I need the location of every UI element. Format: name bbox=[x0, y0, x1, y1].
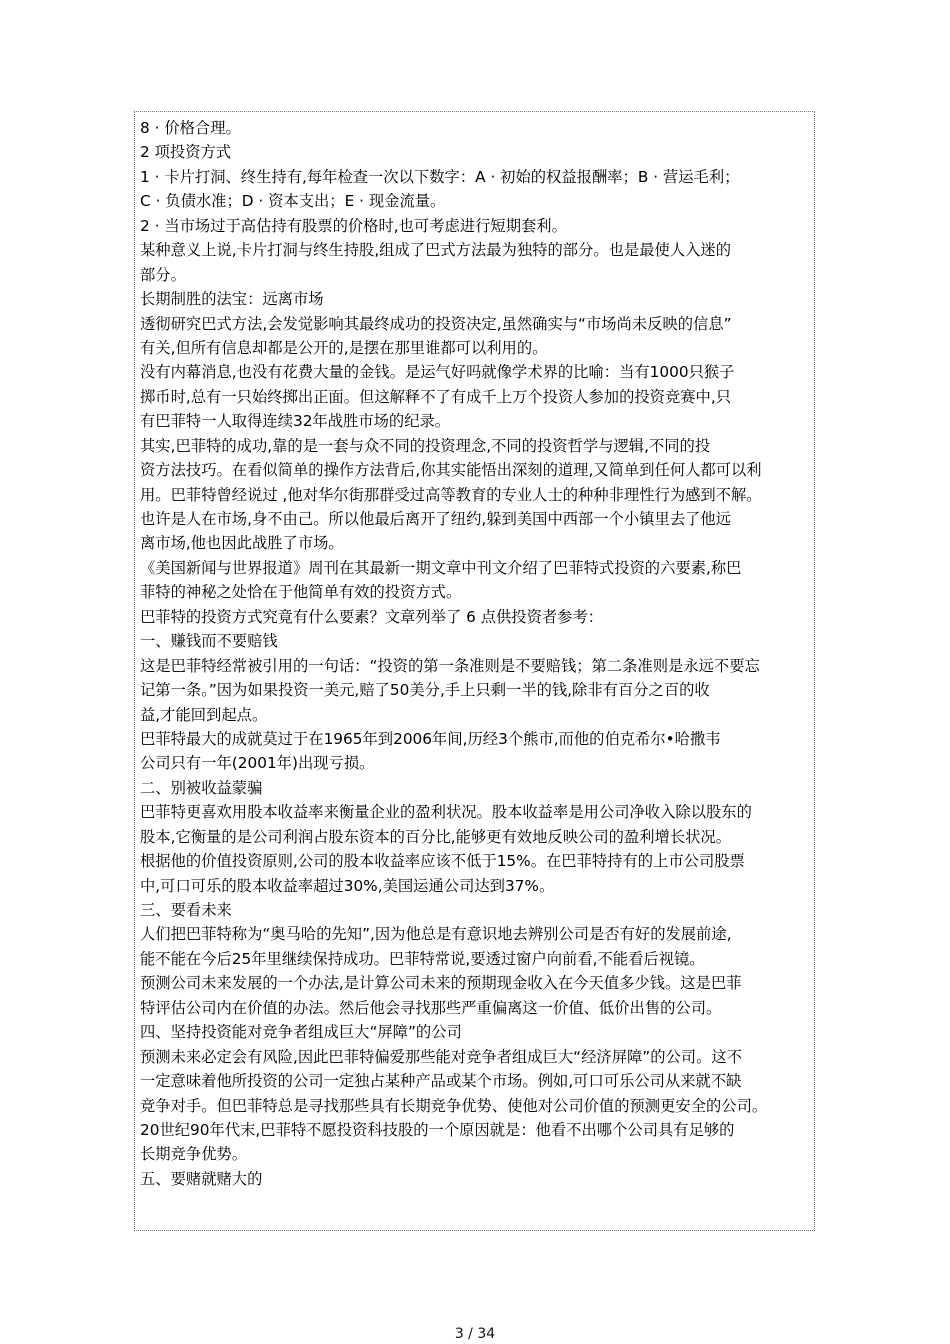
text-line: 人们把巴菲特称为“奥马哈的先知”,因为他总是有意识地去辨别公司是否有好的发展前途, bbox=[140, 925, 732, 944]
section-heading: 五、要赌就赌大的 bbox=[140, 1169, 263, 1188]
text-line: 菲特的神秘之处恰在于他简单有效的投资方式。 bbox=[140, 583, 462, 602]
text-line: 公司只有一年(2001年)出现亏损。 bbox=[140, 754, 375, 773]
text-line: 部分。 bbox=[140, 265, 186, 284]
text-line: 掷币时,总有一只始终掷出正面。但这解释不了有成千上万个投资人参加的投资竞赛中,只 bbox=[140, 387, 732, 406]
text-line: 益,才能回到起点。 bbox=[140, 705, 268, 724]
section-heading: 长期制胜的法宝：远离市场 bbox=[140, 290, 324, 309]
text-line: 透彻研究巴式方法,会发觉影响其最终成功的投资决定,虽然确实与“市场尚未反映的信息” bbox=[140, 314, 732, 333]
text-line: 用。巴菲特曾经说过 ,他对华尔街那群受过高等教育的专业人士的种种非理性行为感到不解。 bbox=[140, 485, 762, 504]
text-line: 长期竞争优势。 bbox=[140, 1145, 248, 1164]
text-line: C · 负债水准；D · 资本支出；E · 现金流量。 bbox=[140, 192, 446, 211]
text-line: 离市场,他也因此战胜了市场。 bbox=[140, 534, 344, 553]
section-heading: 一、赚钱而不要赔钱 bbox=[140, 632, 278, 651]
text-line: 竞争对手。但巴菲特总是寻找那些具有长期竞争优势、使他对公司价值的预测更安全的公司。 bbox=[140, 1096, 768, 1115]
text-line: 巴菲特最大的成就莫过于在1965年到2006年间,历经3个熊市,而他的伯克希尔•哈撒韦 bbox=[140, 729, 721, 748]
document-body bbox=[140, 116, 830, 1191]
section-heading: 三、要看未来 bbox=[140, 901, 232, 919]
text-line: 这是巴菲特经常被引用的一句话：“投资的第一条准则是不要赔钱；第二条准则是永远不要忘 bbox=[140, 656, 760, 675]
section-heading: 2 项投资方式 bbox=[140, 143, 232, 162]
text-line: 也许是人在市场,身不由己。所以他最后离开了纽约,躲到美国中西部一个小镇里去了他远 bbox=[140, 510, 732, 528]
text-line: 股本,它衡量的是公司利润占股东资本的百分比,能够更有效地反映公司的盈利增长状况。 bbox=[140, 827, 732, 846]
text-line: 2 · 当市场过于高估持有股票的价格时,也可考虑进行短期套利。 bbox=[140, 216, 567, 235]
text-line: 中,可口可乐的股本收益率超过30%,美国运通公司达到37%。 bbox=[140, 876, 555, 895]
section-heading: 四、坚持投资能对竞争者组成巨大“屏障”的公司 bbox=[140, 1023, 462, 1042]
text-line: 预测未来必定会有风险,因此巴菲特偏爱那些能对竞争者组成巨大“经济屏障”的公司。这不 bbox=[140, 1047, 742, 1066]
text-line: 《美国新闻与世界报道》周刊在其最新一期文章中刊文介绍了巴菲特式投资的六要素,称巴 bbox=[140, 558, 742, 577]
text-line: 有巴菲特一人取得连续32年战胜市场的纪录。 bbox=[140, 412, 451, 431]
text-line: 能不能在今后25年里继续保持成功。巴菲特常说,要透过窗户向前看,不能看后视镜。 bbox=[140, 949, 705, 968]
text-line: 巴菲特更喜欢用股本收益率来衡量企业的盈利状况。股本收益率是用公司净收入除以股东的 bbox=[140, 803, 752, 822]
text-line: 预测公司未来发展的一个办法,是计算公司未来的预期现金收入在今天值多少钱。这是巴菲 bbox=[140, 974, 742, 993]
text-line: 20世纪90年代末,巴菲特不愿投资科技股的一个原因就是：他看不出哪个公司具有足够的 bbox=[140, 1120, 735, 1139]
text-line: 特评估公司内在价值的办法。然后他会寻找那些严重偏离这一价值、低价出售的公司。 bbox=[140, 998, 722, 1017]
text-line: 某种意义上说,卡片打洞与终生持股,组成了巴式方法最为独特的部分。也是最使人入迷的 bbox=[140, 241, 732, 260]
text-line: 资方法技巧。在看似简单的操作方法背后,你其实能悟出深刻的道理,又简单到任何人都可以利 bbox=[140, 461, 762, 480]
section-heading: 二、别被收益蒙骗 bbox=[140, 778, 263, 797]
text-line: 一定意味着他所投资的公司一定独占某种产品或某个市场。例如,可口可乐公司从来就不缺 bbox=[140, 1072, 742, 1091]
page-number: 3 / 34 bbox=[454, 1326, 496, 1342]
text-line: 记第一条。”因为如果投资一美元,赔了50美分,手上只剩一半的钱,除非有百分之百的收 bbox=[140, 681, 710, 700]
text-line: 巴菲特的投资方式究竟有什么要素？文章列举了 6 点供投资者参考： bbox=[140, 607, 604, 626]
text-line: 根据他的价值投资原则,公司的股本收益率应该不低于15%。在巴菲特持有的上市公司股票 bbox=[140, 852, 745, 871]
text-line: 1 · 卡片打洞、终生持有,每年检查一次以下数字：A · 初始的权益报酬率；B · 营运毛利； bbox=[140, 167, 740, 186]
text-line: 有关,但所有信息却都是公开的,是摆在那里谁都可以利用的。 bbox=[140, 338, 548, 357]
text-line: 其实,巴菲特的成功,靠的是一套与众不同的投资理念,不同的投资哲学与逻辑,不同的投 bbox=[140, 436, 711, 455]
text-line: 8 · 价格合理。 bbox=[140, 119, 241, 137]
text-line: 没有内幕消息,也没有花费大量的金钱。是运气好吗就像学术界的比喻：当有1000只猴子 bbox=[140, 363, 735, 382]
